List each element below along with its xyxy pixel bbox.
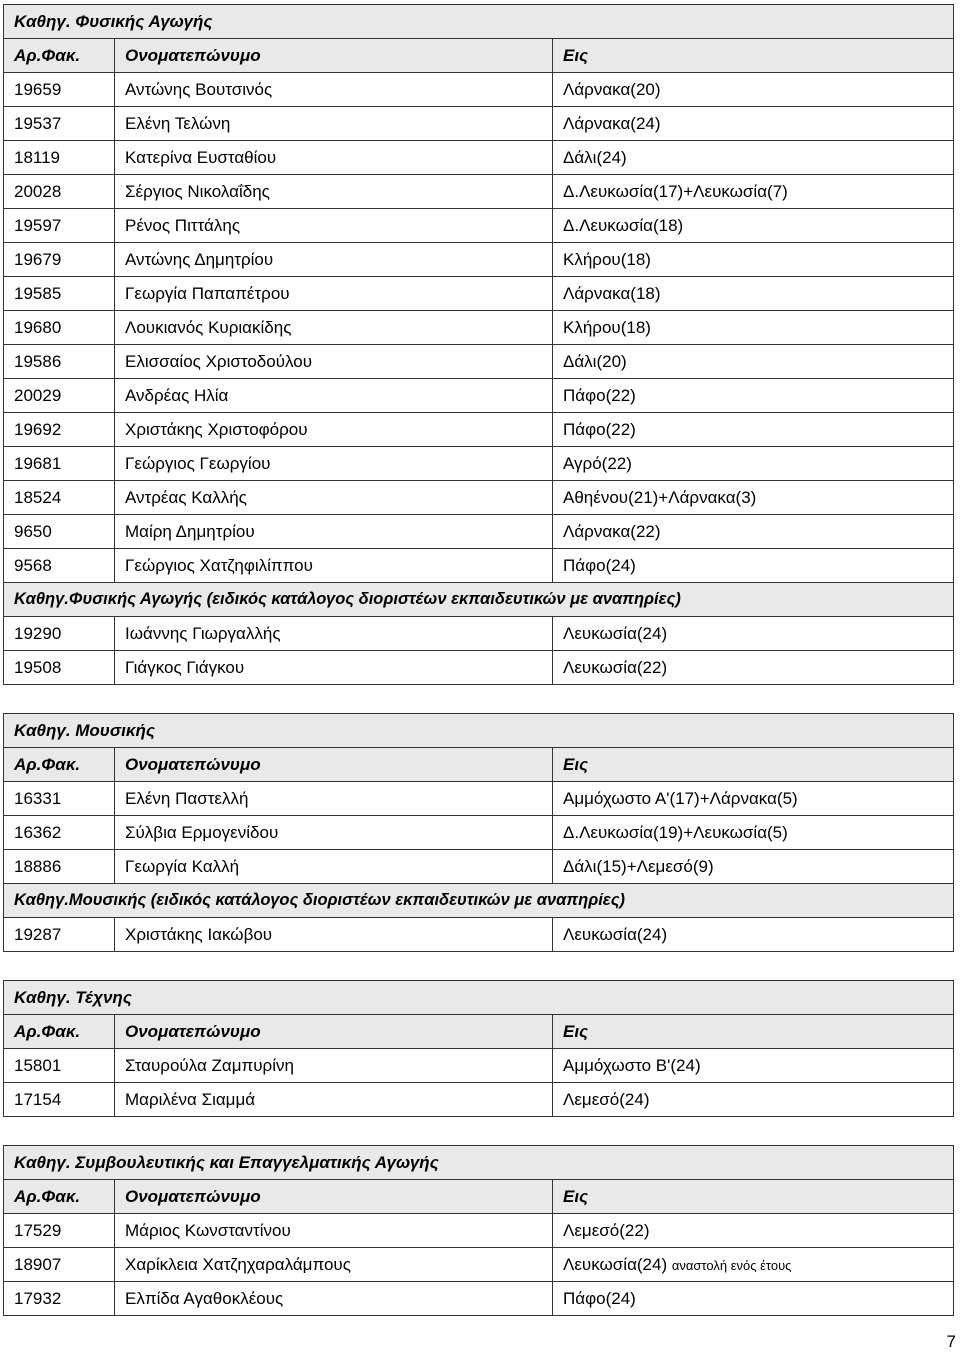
column-header-destination: Εις <box>553 1180 954 1214</box>
destination-text: Λευκωσία(24) <box>563 1254 668 1274</box>
destination-text: Δάλι(20) <box>563 351 627 371</box>
column-header-file-number: Αρ.Φακ. <box>4 1015 115 1049</box>
destination-cell <box>553 447 954 481</box>
table-row <box>4 175 954 209</box>
destination-text: Λάρνακα(24) <box>563 113 661 133</box>
destination-text: Λεμεσό(22) <box>563 1220 650 1240</box>
section-title: Καθηγ. Τέχνης <box>4 981 954 1015</box>
table-row <box>4 73 954 107</box>
file-number-cell: 9568 <box>4 549 115 583</box>
full-name-cell: Χριστάκης Ιακώβου <box>115 918 553 952</box>
file-number-cell: 19586 <box>4 345 115 379</box>
full-name-cell: Χριστάκης Χριστοφόρου <box>115 413 553 447</box>
destination-text: Αθηένου(21)+Λάρνακα(3) <box>563 487 757 507</box>
table-row <box>4 345 954 379</box>
full-name-cell: Ανδρέας Ηλία <box>115 379 553 413</box>
destination-cell <box>553 1083 954 1117</box>
column-header-row <box>4 39 954 73</box>
full-name-cell: Ελπίδα Αγαθοκλέους <box>115 1282 553 1316</box>
section-title-row <box>4 5 954 39</box>
destination-text: Πάφο(22) <box>563 419 636 439</box>
full-name-cell: Μαριλένα Σιαμμά <box>115 1083 553 1117</box>
special-list-title-row <box>4 884 954 918</box>
destination-cell <box>553 850 954 884</box>
file-number-cell: 19597 <box>4 209 115 243</box>
destination-cell <box>553 311 954 345</box>
page-number: 7 <box>946 1332 956 1351</box>
destination-cell <box>553 1248 954 1282</box>
destination-text: Αγρό(22) <box>563 453 632 473</box>
column-header-destination: Εις <box>553 1015 954 1049</box>
table-row <box>4 311 954 345</box>
full-name-cell: Αντώνης Δημητρίου <box>115 243 553 277</box>
full-name-cell: Γεώργιος Γεωργίου <box>115 447 553 481</box>
section-title: Καθηγ. Συμβουλευτικής και Επαγγελματικής Αγωγής <box>4 1146 954 1180</box>
file-number-cell: 19681 <box>4 447 115 481</box>
document-page <box>3 4 953 1316</box>
full-name-cell: Σύλβια Ερμογενίδου <box>115 816 553 850</box>
table-row <box>4 209 954 243</box>
table-row <box>4 816 954 850</box>
destination-cell <box>553 1049 954 1083</box>
destination-text: Λάρνακα(20) <box>563 79 661 99</box>
table-row <box>4 277 954 311</box>
file-number-cell: 16362 <box>4 816 115 850</box>
destination-text: Πάφο(24) <box>563 555 636 575</box>
destination-cell <box>553 175 954 209</box>
file-number-cell: 17529 <box>4 1214 115 1248</box>
destination-text: Δάλι(24) <box>563 147 627 167</box>
full-name-cell: Σέργιος Νικολαΐδης <box>115 175 553 209</box>
table-row <box>4 243 954 277</box>
table-row <box>4 379 954 413</box>
destination-text: Αμμόχωστο Α'(17)+Λάρνακα(5) <box>563 788 798 808</box>
destination-cell <box>553 617 954 651</box>
destination-text: Λεμεσό(24) <box>563 1089 650 1109</box>
destination-text: Λάρνακα(22) <box>563 521 661 541</box>
file-number-cell: 9650 <box>4 515 115 549</box>
destination-text: Λευκωσία(24) <box>563 623 668 643</box>
full-name-cell: Γεωργία Παπαπέτρου <box>115 277 553 311</box>
destination-cell <box>553 209 954 243</box>
table-row <box>4 413 954 447</box>
section-title: Καθηγ. Μουσικής <box>4 714 954 748</box>
table-row <box>4 782 954 816</box>
teacher-transfer-table <box>3 1145 954 1316</box>
destination-cell <box>553 549 954 583</box>
destination-text: Πάφο(24) <box>563 1288 636 1308</box>
destination-cell <box>553 413 954 447</box>
destination-text: Λάρνακα(18) <box>563 283 661 303</box>
section-spacer <box>3 685 953 713</box>
column-header-full-name: Ονοματεπώνυμο <box>115 748 553 782</box>
destination-cell <box>553 816 954 850</box>
teacher-transfer-table <box>3 980 954 1117</box>
column-header-file-number: Αρ.Φακ. <box>4 39 115 73</box>
table-row <box>4 918 954 952</box>
column-header-row <box>4 748 954 782</box>
destination-text: Κλήρου(18) <box>563 317 651 337</box>
destination-cell <box>553 141 954 175</box>
destination-cell <box>553 277 954 311</box>
destination-cell <box>553 1282 954 1316</box>
column-header-row <box>4 1180 954 1214</box>
teacher-transfer-table <box>3 4 954 685</box>
file-number-cell: 19585 <box>4 277 115 311</box>
table-row <box>4 1248 954 1282</box>
destination-text: Δάλι(15)+Λεμεσό(9) <box>563 856 714 876</box>
teacher-transfer-table <box>3 713 954 952</box>
full-name-cell: Γεώργιος Χατζηφιλίππου <box>115 549 553 583</box>
destination-cell <box>553 651 954 685</box>
file-number-cell: 17154 <box>4 1083 115 1117</box>
column-header-full-name: Ονοματεπώνυμο <box>115 1180 553 1214</box>
destination-text: Δ.Λευκωσία(17)+Λευκωσία(7) <box>563 181 788 201</box>
table-row <box>4 1049 954 1083</box>
table-row <box>4 1214 954 1248</box>
destination-cell <box>553 345 954 379</box>
destination-text: Λευκωσία(24) <box>563 924 668 944</box>
full-name-cell: Αντώνης Βουτσινός <box>115 73 553 107</box>
destination-cell <box>553 243 954 277</box>
file-number-cell: 19679 <box>4 243 115 277</box>
full-name-cell: Λουκιανός Κυριακίδης <box>115 311 553 345</box>
file-number-cell: 19290 <box>4 617 115 651</box>
file-number-cell: 15801 <box>4 1049 115 1083</box>
file-number-cell: 17932 <box>4 1282 115 1316</box>
full-name-cell: Σταυρούλα Ζαμπυρίνη <box>115 1049 553 1083</box>
destination-text: Κλήρου(18) <box>563 249 651 269</box>
file-number-cell: 16331 <box>4 782 115 816</box>
full-name-cell: Μαίρη Δημητρίου <box>115 515 553 549</box>
full-name-cell: Ελένη Τελώνη <box>115 107 553 141</box>
file-number-cell: 18907 <box>4 1248 115 1282</box>
destination-text: Λευκωσία(22) <box>563 657 668 677</box>
destination-note: αναστολή ενός έτους <box>671 1257 792 1273</box>
file-number-cell: 18886 <box>4 850 115 884</box>
full-name-cell: Ιωάννης Γιωργαλλής <box>115 617 553 651</box>
full-name-cell: Κατερίνα Ευσταθίου <box>115 141 553 175</box>
column-header-file-number: Αρ.Φακ. <box>4 748 115 782</box>
table-row <box>4 141 954 175</box>
file-number-cell: 19537 <box>4 107 115 141</box>
destination-text: Δ.Λευκωσία(19)+Λευκωσία(5) <box>563 822 788 842</box>
table-row <box>4 1282 954 1316</box>
file-number-cell: 18524 <box>4 481 115 515</box>
file-number-cell: 18119 <box>4 141 115 175</box>
table-row <box>4 617 954 651</box>
section-title-row <box>4 981 954 1015</box>
full-name-cell: Γεωργία Καλλή <box>115 850 553 884</box>
destination-cell <box>553 481 954 515</box>
table-row <box>4 107 954 141</box>
special-list-title: Καθηγ.Φυσικής Αγωγής (ειδικός κατάλογος διοριστέων εκπαιδευτικών με αναπηρίες) <box>4 583 954 617</box>
file-number-cell: 19287 <box>4 918 115 952</box>
destination-cell <box>553 107 954 141</box>
column-header-full-name: Ονοματεπώνυμο <box>115 39 553 73</box>
table-row <box>4 481 954 515</box>
table-row <box>4 447 954 481</box>
file-number-cell: 19508 <box>4 651 115 685</box>
table-row <box>4 850 954 884</box>
table-row <box>4 651 954 685</box>
section-title-row <box>4 714 954 748</box>
column-header-destination: Εις <box>553 39 954 73</box>
column-header-file-number: Αρ.Φακ. <box>4 1180 115 1214</box>
section-title: Καθηγ. Φυσικής Αγωγής <box>4 5 954 39</box>
column-header-destination: Εις <box>553 748 954 782</box>
section-spacer <box>3 952 953 980</box>
destination-cell <box>553 73 954 107</box>
destination-cell <box>553 379 954 413</box>
full-name-cell: Μάριος Κωνσταντίνου <box>115 1214 553 1248</box>
file-number-cell: 20029 <box>4 379 115 413</box>
destination-cell <box>553 515 954 549</box>
section-title-row <box>4 1146 954 1180</box>
full-name-cell: Ελισσαίος Χριστοδούλου <box>115 345 553 379</box>
column-header-full-name: Ονοματεπώνυμο <box>115 1015 553 1049</box>
file-number-cell: 19680 <box>4 311 115 345</box>
file-number-cell: 19692 <box>4 413 115 447</box>
destination-text: Αμμόχωστο Β'(24) <box>563 1055 701 1075</box>
full-name-cell: Γιάγκος Γιάγκου <box>115 651 553 685</box>
table-row <box>4 1083 954 1117</box>
destination-text: Πάφο(22) <box>563 385 636 405</box>
destination-cell <box>553 918 954 952</box>
file-number-cell: 20028 <box>4 175 115 209</box>
column-header-row <box>4 1015 954 1049</box>
full-name-cell: Ρένος Πιττάλης <box>115 209 553 243</box>
destination-cell <box>553 1214 954 1248</box>
table-row <box>4 515 954 549</box>
full-name-cell: Ελένη Παστελλή <box>115 782 553 816</box>
full-name-cell: Αντρέας Καλλής <box>115 481 553 515</box>
file-number-cell: 19659 <box>4 73 115 107</box>
special-list-title-row <box>4 583 954 617</box>
table-row <box>4 549 954 583</box>
destination-text: Δ.Λευκωσία(18) <box>563 215 684 235</box>
section-spacer <box>3 1117 953 1145</box>
full-name-cell: Χαρίκλεια Χατζηχαραλάμπους <box>115 1248 553 1282</box>
special-list-title: Καθηγ.Μουσικής (ειδικός κατάλογος διοριστέων εκπαιδευτικών με αναπηρίες) <box>4 884 954 918</box>
destination-cell <box>553 782 954 816</box>
